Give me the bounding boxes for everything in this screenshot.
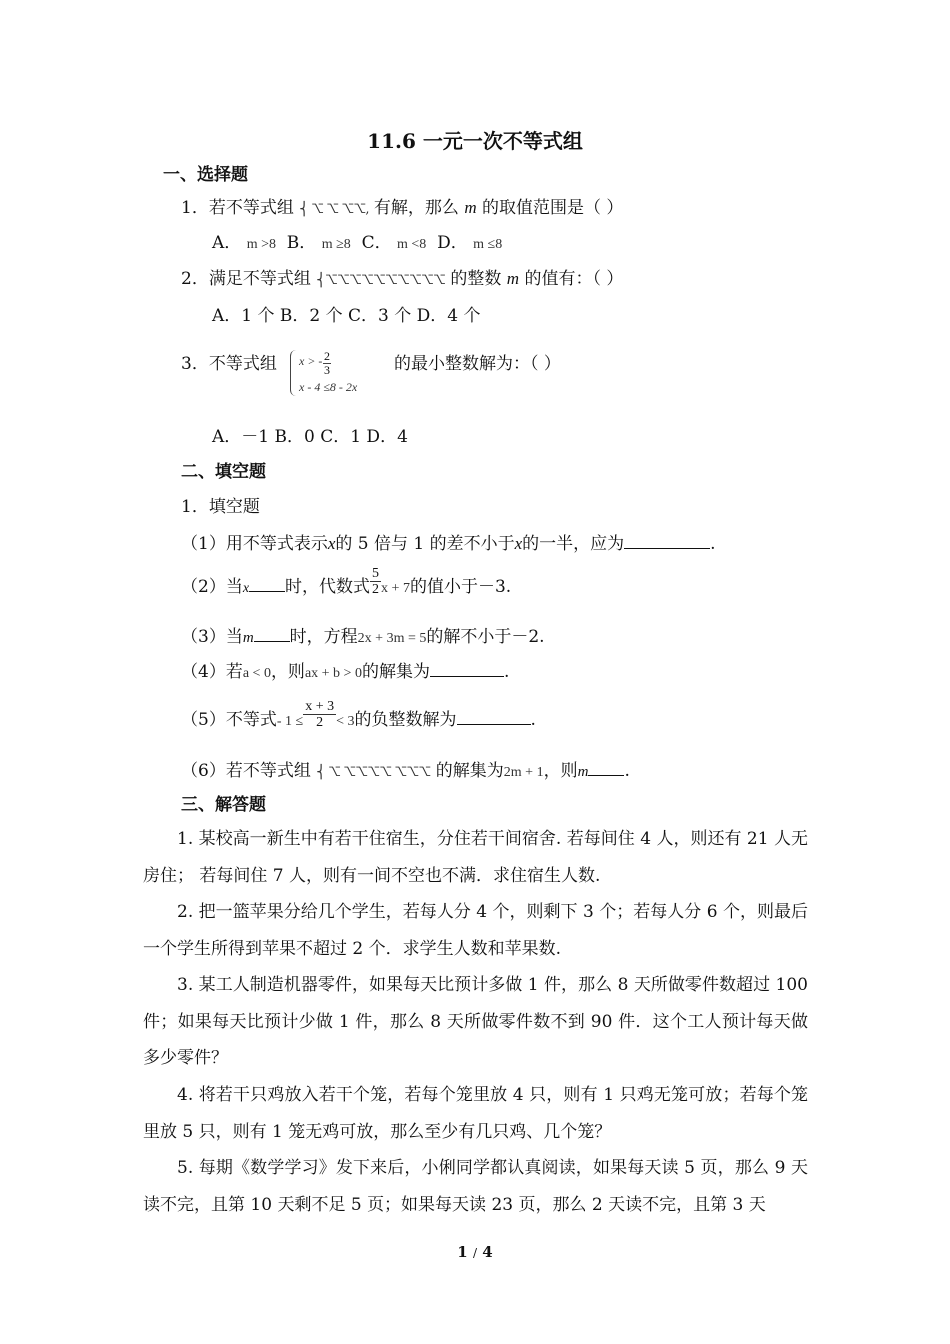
- inequality-system-3: [290, 350, 400, 398]
- fill-question-6: [181, 759, 630, 783]
- text: .: [710, 534, 716, 554]
- problem-1: 1. 某校高一新生中有若干住宿生，分住若干间宿舍. 若每间住 4 人，则还有 21 人无房住； 若每间住 7 人，则有一间不空也不满．求住宿生人数.: [143, 829, 808, 886]
- fill-question-3: [181, 625, 545, 649]
- text: 的解集为: [361, 662, 430, 682]
- answer-blank[interactable]: [457, 708, 531, 725]
- fill-intro: 1．填空题: [181, 497, 260, 517]
- text: .: [530, 710, 536, 730]
- expression: x + 7: [381, 581, 410, 596]
- answer-blank[interactable]: [588, 759, 624, 776]
- text: 的 5 倍与 1 的差不小于: [335, 534, 515, 554]
- fill-question-5: [181, 699, 536, 732]
- option-label: C．: [361, 233, 392, 253]
- question-2: [181, 269, 623, 291]
- fraction-denominator: 2: [372, 582, 380, 597]
- question-3-tail: 的最小整数解为：（ ）: [394, 354, 561, 374]
- question-text: 满足不等式组: [208, 269, 311, 289]
- question-number: 3．: [181, 354, 209, 374]
- text: .: [624, 761, 630, 781]
- variable: m: [506, 269, 520, 288]
- option-value: m >8: [246, 237, 276, 252]
- option-value: m ≥8: [321, 237, 351, 252]
- fraction: [370, 566, 381, 597]
- option-label: B．: [286, 233, 317, 253]
- option-value: m ≤8: [473, 237, 503, 252]
- problem-2: 2. 把一篮苹果分给几个学生，若每人分 4 个，则剩下 3 个；若每人分 6 个，则最后一个学生所得到苹果不超过 2 个．求学生人数和苹果数.: [143, 902, 808, 959]
- fill-question-4: [181, 660, 509, 684]
- expression: 2m + 1: [503, 765, 544, 780]
- answer-blank[interactable]: [624, 532, 710, 549]
- text: 的解集为: [435, 761, 504, 781]
- text: （2）当: [181, 577, 243, 597]
- page-title: 11.6 一元一次不等式组: [367, 129, 583, 153]
- question-text: 的整数: [450, 269, 502, 289]
- page-number: [0, 1243, 950, 1261]
- option-value: m <8: [397, 237, 427, 252]
- answer-blank[interactable]: [430, 660, 504, 677]
- fraction-denominator: 3: [324, 363, 330, 377]
- text: 时，代数式: [285, 577, 371, 597]
- question-text: 的值有：（ ）: [524, 269, 624, 289]
- inequality-system-image: ⎨ ⌥ ⌥ ⌥⌥,: [299, 202, 369, 217]
- variable: x: [327, 534, 336, 553]
- question-number: 2．: [181, 269, 209, 289]
- total-pages: 4: [482, 1243, 493, 1261]
- expression: ax + b > 0: [304, 666, 362, 681]
- question-text: 若不等式组: [208, 198, 294, 218]
- question-2-options: A．1 个 B．2 个 C．3 个 D．4 个: [212, 306, 481, 326]
- question-1-options: [212, 233, 502, 255]
- fraction: [323, 350, 331, 377]
- question-3-options: A．－1 B．0 C．1 D．4: [212, 427, 408, 447]
- variable: x: [514, 534, 523, 553]
- text: （6）若不等式组: [181, 761, 311, 781]
- fraction-numerator: 5: [372, 566, 380, 581]
- text: 的一半，应为: [522, 534, 625, 554]
- text: （5）不等式: [181, 710, 277, 730]
- section-heading-choice: 一、选择题: [163, 165, 248, 185]
- answer-blank[interactable]: [254, 625, 290, 642]
- section-heading-fill: 二、填空题: [181, 462, 266, 482]
- question-text: 不等式组: [208, 354, 277, 374]
- fraction-denominator: 2: [316, 715, 324, 730]
- fraction-numerator: x + 3: [305, 699, 335, 714]
- inequality-line-1: x > -: [299, 354, 323, 368]
- expression: a < 0: [242, 666, 271, 681]
- option-label: A．: [212, 233, 242, 253]
- question-text: 的取值范围是（ ）: [482, 198, 624, 218]
- left-brace: [290, 350, 297, 396]
- option-label: D．: [437, 233, 468, 253]
- fill-question-2: [181, 566, 512, 599]
- text: （4）若: [181, 662, 243, 682]
- variable: x: [242, 581, 250, 596]
- text: 时，方程: [289, 627, 358, 647]
- expression: - 1 ≤: [276, 714, 304, 729]
- fraction: [303, 699, 336, 730]
- question-text: 有解，那么: [373, 198, 459, 218]
- question-1: [181, 198, 623, 220]
- expression: 2x + 3m = 5: [357, 631, 427, 646]
- section-heading-solve: 三、解答题: [181, 795, 266, 815]
- fill-question-1: [181, 532, 716, 554]
- page-separator: /: [472, 1246, 478, 1260]
- inequality-system-image: ⎨⌥⌥⌥⌥⌥⌥⌥⌥⌥⌥: [316, 273, 445, 288]
- variable: m: [577, 764, 589, 780]
- problem-3: 3. 某工人制造机器零件，如果每天比预计多做 1 件，那么 8 天所做零件数超过 100 件；如果每天比预计少做 1 件，那么 8 天所做零件数不到 90 件．这个工人预计每天做多少零件？: [143, 975, 808, 1068]
- variable: m: [242, 630, 254, 646]
- inequality-line-2: x - 4 ≤8 - 2x: [299, 380, 358, 394]
- inequality-system-image: ⎨ ⌥ ⌥⌥⌥⌥ ⌥⌥⌥: [316, 765, 431, 780]
- text: 的负整数解为: [354, 710, 457, 730]
- question-3: [181, 354, 277, 374]
- variable: m: [464, 198, 477, 217]
- answer-blank[interactable]: [249, 575, 285, 592]
- problem-5: 5. 每期《数学学习》发下来后，小俐同学都认真阅读，如果每天读 5 页，那么 9 天读不完，且第 10 天剩不足 5 页；如果每天读 23 页，那么 2 天读不完，且第 3 天: [143, 1158, 808, 1215]
- expression: < 3: [336, 714, 355, 729]
- text: ，则: [270, 662, 305, 682]
- question-number: 1．: [181, 198, 209, 218]
- problem-4: 4. 将若干只鸡放入若干个笼，若每个笼里放 4 只，则有 1 只鸡无笼可放；若每个笼里放 5 只，则有 1 笼无鸡可放，那么至少有几只鸡、几个笼？: [143, 1085, 808, 1142]
- text: ，则: [543, 761, 578, 781]
- current-page: 1: [457, 1243, 468, 1261]
- fraction-numerator: 2: [324, 349, 330, 363]
- text: （1）用不等式表示: [181, 534, 328, 554]
- text: .: [503, 662, 510, 682]
- text: 的解不小于－2.: [426, 627, 545, 647]
- text: （3）当: [181, 627, 243, 647]
- text: 的值小于－3.: [409, 577, 512, 597]
